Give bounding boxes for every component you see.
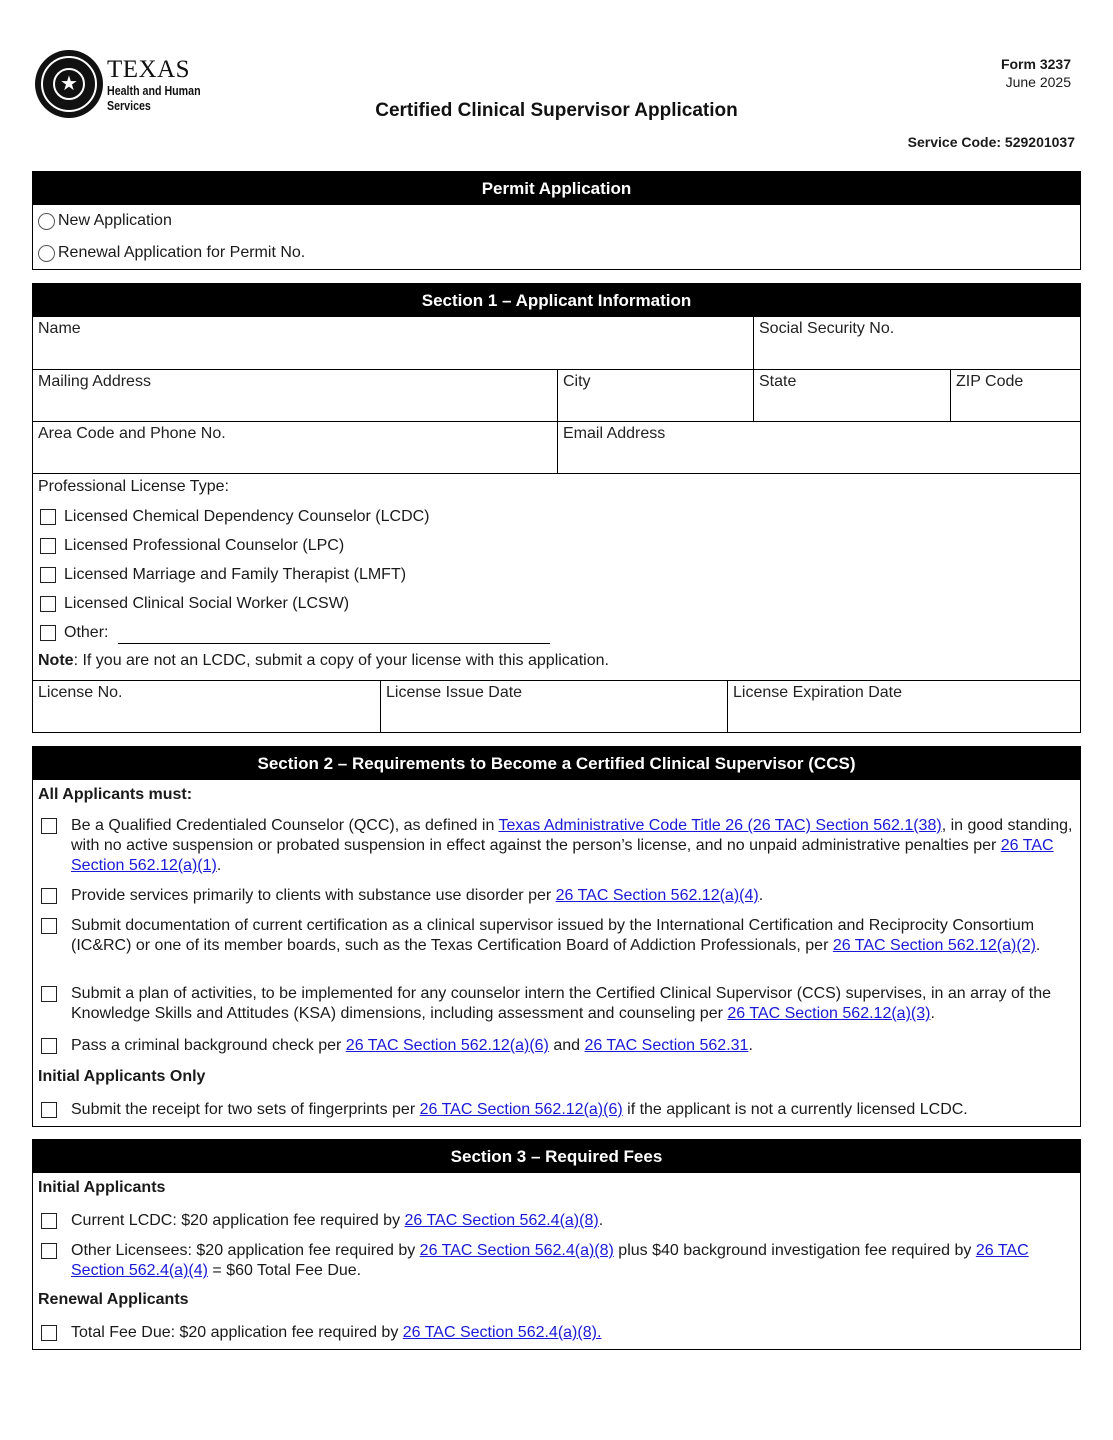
radio-new-application[interactable]: [33, 205, 1080, 237]
checkbox-icon[interactable]: [40, 625, 56, 641]
requirement-certification: [38, 916, 1075, 956]
all-applicants-label: All Applicants must:: [38, 786, 193, 803]
license-issue-date-field[interactable]: [380, 681, 727, 732]
form-number: Form 3237: [1000, 56, 1071, 72]
tac-link[interactable]: 26 TAC Section 562.4(a)(8): [404, 1212, 599, 1229]
radio-button-icon[interactable]: [38, 245, 55, 262]
checkbox-label: Licensed Clinical Social Worker (LCSW): [64, 594, 350, 612]
field-label: Social Security No.: [759, 320, 895, 337]
radio-label: Renewal Application for Permit No.: [58, 244, 306, 261]
checkbox-icon[interactable]: [40, 538, 56, 554]
field-label: License Expiration Date: [733, 684, 902, 701]
requirement-qcc: [38, 816, 1075, 876]
section-heading: Section 3 – Required Fees: [33, 1140, 1080, 1173]
tac-link[interactable]: 26 TAC Section 562.12(a)(3): [727, 1005, 931, 1022]
fee-current-lcdc: [38, 1211, 1075, 1231]
license-note: [38, 647, 1075, 675]
section-2-requirements: [32, 746, 1081, 1127]
license-number-field[interactable]: [33, 681, 380, 732]
req-text: Pass a criminal background check per: [71, 1037, 346, 1054]
fee-text: Other Licensees: $20 application fee required by: [71, 1242, 420, 1259]
fee-text: plus $40 background investigation fee required by: [613, 1242, 976, 1259]
field-label: State: [759, 373, 797, 390]
req-text: Submit a plan of activities, to be implemented for any counselor intern the Certified Clinical Supervisor (CCS) supervises, in an array of the Knowledge Skills and Attitudes (KSA) dimensions, including assessment and counseling per: [71, 985, 1052, 1022]
field-label: Area Code and Phone No.: [38, 425, 226, 442]
fee-text: Current LCDC: $20 application fee required by: [71, 1212, 405, 1229]
req-text: , in good standing, with no active suspension or probated suspension in effect against the person’s license, and no unpaid administrative penalties per: [71, 817, 1073, 854]
checkbox-label: Licensed Professional Counselor (LPC): [64, 536, 345, 554]
req-text: Provide services primarily to clients with substance use disorder per: [71, 887, 556, 904]
fee-renewal: [38, 1323, 1075, 1343]
logo-hhs-line2: Services: [107, 97, 151, 113]
req-text: and: [548, 1037, 585, 1054]
checkbox-label: Licensed Marriage and Family Therapist (LMFT): [64, 565, 407, 583]
phone-field[interactable]: [33, 422, 557, 473]
req-text: .: [758, 887, 764, 904]
initial-applicants-only-label: Initial Applicants Only: [38, 1068, 206, 1085]
note-text: : If you are not an LCDC, submit a copy of your license with this application.: [73, 652, 609, 669]
radio-button-icon[interactable]: [38, 213, 55, 230]
logo-hhs-line1: Health and Human: [107, 82, 201, 98]
checkbox-lpc[interactable]: [38, 531, 1075, 560]
checkbox-icon[interactable]: [41, 1325, 57, 1341]
tac-link[interactable]: 26 TAC Section 562.12(a)(6): [345, 1037, 549, 1054]
section-3-required-fees: [32, 1139, 1081, 1350]
renewal-applicants-label: Renewal Applicants: [38, 1291, 189, 1308]
req-text: if the applicant is not a currently licensed LCDC.: [622, 1101, 968, 1118]
section-heading: Permit Application: [33, 172, 1080, 205]
checkbox-icon[interactable]: [41, 818, 57, 834]
zip-code-field[interactable]: [950, 370, 1080, 421]
page-title: Certified Clinical Supervisor Application: [375, 100, 738, 121]
tac-link[interactable]: 26 TAC Section 562.12(a)(4): [555, 887, 759, 904]
checkbox-lmft[interactable]: [38, 560, 1075, 589]
checkbox-icon[interactable]: [41, 1213, 57, 1229]
mailing-address-field[interactable]: [33, 370, 557, 421]
checkbox-label: Other:: [64, 623, 109, 641]
city-field[interactable]: [557, 370, 753, 421]
requirement-plan: [38, 984, 1075, 1024]
tac-link[interactable]: 26 TAC Section 562.12(a)(1): [71, 837, 1054, 874]
checkbox-icon[interactable]: [41, 1243, 57, 1259]
section-1-applicant-information: [32, 283, 1081, 733]
field-label: Name: [38, 320, 81, 337]
radio-label: New Application: [58, 212, 172, 229]
license-type-group: [33, 473, 1080, 680]
requirement-services: [38, 886, 1075, 906]
form-identifier: [1001, 55, 1071, 91]
note-label: Note: [38, 652, 74, 669]
field-label: License Issue Date: [386, 684, 523, 701]
req-text: Be a Qualified Credentialed Counselor (QCC), as defined in: [71, 817, 499, 834]
email-field[interactable]: [557, 422, 1080, 473]
checkbox-other[interactable]: [38, 618, 1075, 647]
state-field[interactable]: [753, 370, 950, 421]
req-text: .: [930, 1005, 935, 1022]
requirement-background-check: [38, 1036, 1075, 1056]
other-license-input[interactable]: [118, 622, 550, 644]
tac-link[interactable]: 26 TAC Section 562.12(a)(2): [832, 937, 1036, 954]
req-text: .: [216, 857, 222, 874]
req-text: Submit documentation of current certification as a clinical supervisor issued by the International Certification and Reciprocity Consortium (IC&RC) or one of its member boards, such as the Texas Certification Board of Addiction Professionals, per: [71, 917, 1035, 954]
checkbox-lcsw[interactable]: [38, 589, 1075, 618]
checkbox-icon[interactable]: [40, 509, 56, 525]
initial-applicants-label: Initial Applicants: [38, 1179, 166, 1196]
checkbox-icon[interactable]: [40, 567, 56, 583]
ssn-field[interactable]: [753, 317, 1080, 369]
checkbox-lcdc[interactable]: [38, 502, 1075, 531]
permit-application-section: [32, 171, 1081, 270]
license-expiration-date-field[interactable]: [727, 681, 1080, 732]
checkbox-icon[interactable]: [40, 596, 56, 612]
license-type-label: Professional License Type:: [38, 478, 229, 495]
fee-text: Total Fee Due: $20 application fee required by: [71, 1324, 403, 1341]
req-text: Submit the receipt for two sets of fingerprints per: [71, 1101, 420, 1118]
fee-other-licensees: [38, 1241, 1075, 1281]
tac-link[interactable]: 26 TAC Section 562.31: [584, 1037, 749, 1054]
name-field[interactable]: [33, 317, 753, 369]
section-heading: Section 1 – Applicant Information: [33, 284, 1080, 317]
requirement-fingerprints: [38, 1100, 1075, 1120]
req-text: .: [1035, 937, 1041, 954]
tac-link[interactable]: 26 TAC Section 562.4(a)(8).: [402, 1324, 602, 1341]
fee-text: .: [598, 1212, 604, 1229]
field-label: ZIP Code: [956, 373, 1024, 390]
field-label: License No.: [38, 684, 123, 701]
req-text: .: [748, 1037, 753, 1054]
checkbox-icon[interactable]: [41, 986, 57, 1002]
field-label: Mailing Address: [38, 373, 151, 390]
checkbox-icon[interactable]: [41, 918, 57, 934]
radio-renewal-application[interactable]: [33, 237, 1080, 269]
checkbox-icon[interactable]: [41, 888, 57, 904]
field-label: City: [563, 373, 591, 390]
texas-seal-icon: ★: [35, 50, 103, 118]
tac-link[interactable]: 26 TAC Section 562.4(a)(4): [71, 1242, 1029, 1279]
fee-text: = $60 Total Fee Due.: [207, 1262, 362, 1279]
tac-link[interactable]: 26 TAC Section 562.4(a)(8): [419, 1242, 614, 1259]
checkbox-icon[interactable]: [41, 1038, 57, 1054]
section-heading: Section 2 – Requirements to Become a Certified Clinical Supervisor (CCS): [33, 747, 1080, 780]
field-label: Email Address: [563, 425, 666, 442]
logo-texas: TEXAS: [107, 55, 191, 83]
form-date: June 2025: [1005, 74, 1071, 90]
tac-link[interactable]: Texas Administrative Code Title 26 (26 TAC) Section 562.1(38): [498, 817, 942, 834]
checkbox-icon[interactable]: [41, 1102, 57, 1118]
service-code: Service Code: 529201037: [907, 134, 1075, 150]
checkbox-label: Licensed Chemical Dependency Counselor (LCDC): [64, 507, 430, 525]
tac-link[interactable]: 26 TAC Section 562.12(a)(6): [419, 1101, 623, 1118]
